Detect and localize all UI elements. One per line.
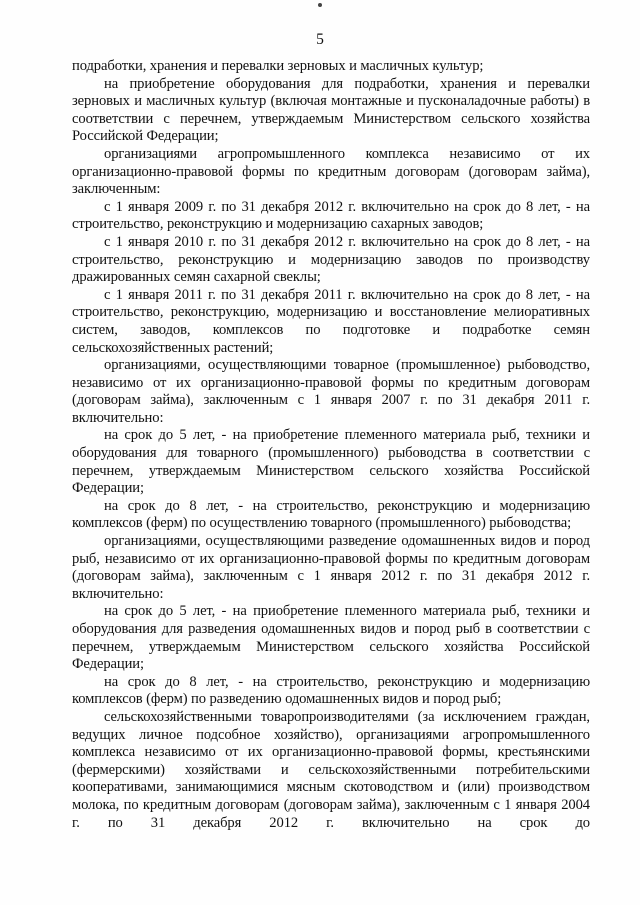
- paragraph: с 1 января 2009 г. по 31 декабря 2012 г. включительно на срок до 8 лет, - на строительство, реконструкцию и модернизацию сахарных заводов;: [72, 198, 590, 233]
- paragraph: с 1 января 2011 г. по 31 декабря 2011 г. включительно на срок до 8 лет, - на строительство, реконструкцию, модернизацию и восстановление мелиоративных систем, заводов, комплексов по подготовке и подработке семян сельскохозяйственных растений;: [72, 286, 590, 356]
- paragraph: на срок до 8 лет, - на строительство, реконструкцию и модернизацию комплексов (ферм) по разведению одомашненных видов и пород рыб;: [72, 673, 590, 708]
- document-body: [72, 58, 590, 832]
- paragraph: с 1 января 2010 г. по 31 декабря 2012 г. включительно на срок до 8 лет, - на строительство, реконструкцию и модернизацию заводов по производству дражированных семян сахарной свеклы;: [72, 233, 590, 286]
- page-number: 5: [316, 31, 324, 48]
- paragraph: организациями, осуществляющими товарное (промышленное) рыбоводство, независимо от их организационно-правовой формы по кредитным договорам (договорам займа), заключенным с 1 января 2007 г. по 31 декабря 2011 г. включительно:: [72, 357, 590, 426]
- paragraph: подработки, хранения и перевалки зерновых и масличных культур;: [72, 58, 484, 74]
- paragraph: организациями агропромышленного комплекса независимо от их организационно-правовой формы по кредитным договорам (договорам займа), заключенным:: [72, 145, 590, 198]
- paragraph: на срок до 5 лет, - на приобретение племенного материала рыб, техники и оборудования для разведения одомашненных видов и пород рыб в соответствии с перечнем, утверждаемым Министерством сельского хозяйства Российской Федерации;: [72, 603, 590, 673]
- paragraph: организациями, осуществляющими разведение одомашненных видов и пород рыб, независимо от их организационно-правовой формы по кредитным договорам (договорам займа), заключенным с 1 января 2012 г. по 31 декабря 2012 г. включительно:: [72, 533, 590, 602]
- scan-mark: [318, 3, 322, 7]
- paragraph: сельскохозяйственными товаропроизводителями (за исключением граждан, ведущих личное подсобное хозяйство), организациями агропромышленного комплекса независимо от их организационно-правовой формы, крестьянскими (фермерскими) хозяйствами и сельскохозяйственными потребительскими кооперативами, занимающимися мясным скотоводством и (или) производством молока, по кредитным договорам (договорам займа), заключенным с 1 января 2004 г. по 31 декабря 2012 г. включительно на срок до: [72, 708, 590, 831]
- paragraph: на срок до 8 лет, - на строительство, реконструкцию и модернизацию комплексов (ферм) по осуществлению товарного (промышленного) рыбоводства;: [72, 497, 590, 532]
- paragraph: на приобретение оборудования для подработки, хранения и перевалки зерновых и масличных культур (включая монтажные и пусконаладочные работы) в соответствии с перечнем, утверждаемым Министерством сельского хозяйства Российской Федерации;: [72, 75, 590, 145]
- paragraph: на срок до 5 лет, - на приобретение племенного материала рыб, техники и оборудования для товарного (промышленного) рыбоводства в соответствии с перечнем, утверждаемым Министерством сельского хозяйства Российской Федерации;: [72, 427, 590, 497]
